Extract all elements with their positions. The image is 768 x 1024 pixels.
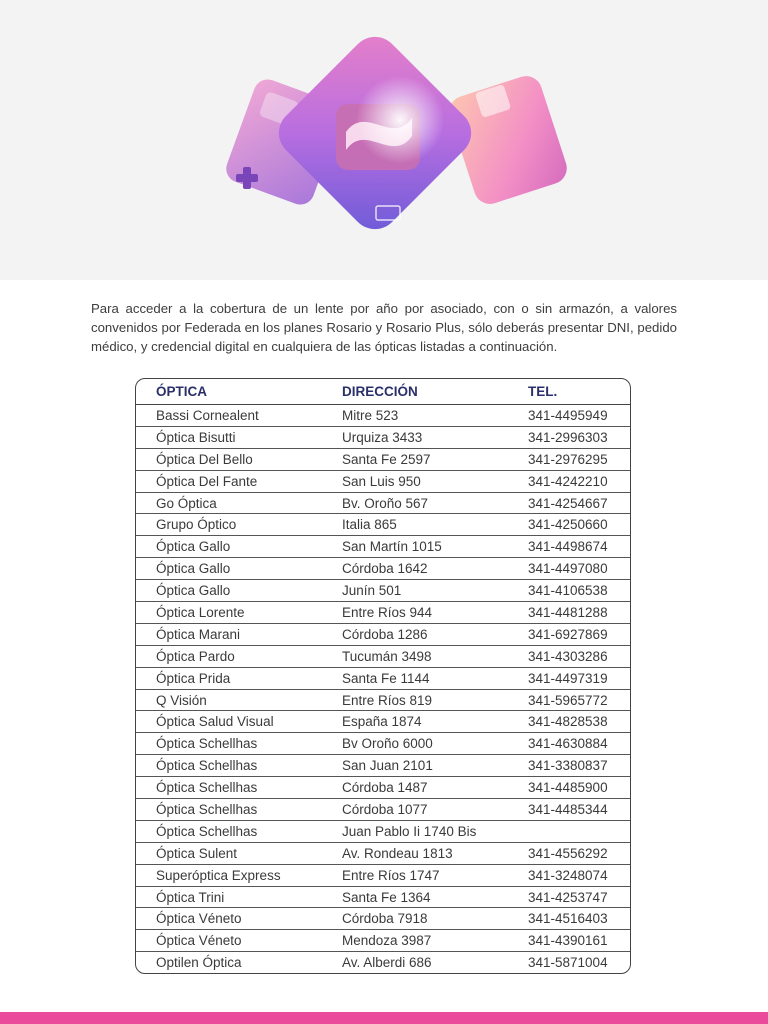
cell-optica: Óptica Gallo xyxy=(136,580,322,602)
cell-direccion: San Martín 1015 xyxy=(322,536,508,558)
table-row xyxy=(136,711,631,733)
cell-optica: Óptica Schellhas xyxy=(136,820,322,842)
cell-optica: Óptica Schellhas xyxy=(136,799,322,821)
table-row xyxy=(136,405,631,427)
cell-tel: 341-4481288 xyxy=(508,602,631,624)
cell-tel: 341-3248074 xyxy=(508,864,631,886)
cell-optica: Óptica Pardo xyxy=(136,645,322,667)
table-row xyxy=(136,667,631,689)
cell-direccion: Santa Fe 1364 xyxy=(322,886,508,908)
cell-optica: Bassi Cornealent xyxy=(136,405,322,427)
cell-optica: Grupo Óptico xyxy=(136,514,322,536)
cell-tel: 341-4303286 xyxy=(508,645,631,667)
cell-optica: Óptica Gallo xyxy=(136,558,322,580)
table-row xyxy=(136,733,631,755)
cell-tel: 341-4242210 xyxy=(508,470,631,492)
cell-tel: 341-2996303 xyxy=(508,426,631,448)
cell-direccion: Entre Ríos 944 xyxy=(322,602,508,624)
cell-tel: 341-3380837 xyxy=(508,755,631,777)
cell-optica: Óptica Bisutti xyxy=(136,426,322,448)
cell-tel: 341-2976295 xyxy=(508,448,631,470)
cell-optica: Óptica Prida xyxy=(136,667,322,689)
cell-tel: 341-6927869 xyxy=(508,623,631,645)
cell-optica: Óptica Del Fante xyxy=(136,470,322,492)
cell-tel: 341-4828538 xyxy=(508,711,631,733)
cell-optica: Óptica Véneto xyxy=(136,908,322,930)
cell-direccion: Bv. Oroño 567 xyxy=(322,492,508,514)
cell-direccion: Bv Oroño 6000 xyxy=(322,733,508,755)
cell-tel: 341-4497080 xyxy=(508,558,631,580)
table-row xyxy=(136,952,631,973)
table-row xyxy=(136,864,631,886)
opticas-table-container xyxy=(135,378,631,974)
table-row xyxy=(136,514,631,536)
cell-direccion: Av. Rondeau 1813 xyxy=(322,842,508,864)
cell-tel: 341-4485344 xyxy=(508,799,631,821)
cell-tel: 341-5871004 xyxy=(528,955,608,971)
cell-direccion: Mitre 523 xyxy=(322,405,508,427)
cell-tel: 341-5965772 xyxy=(508,689,631,711)
cell-optica: Óptica Gallo xyxy=(136,536,322,558)
cell-direccion: Santa Fe 2597 xyxy=(322,448,508,470)
table-row xyxy=(136,470,631,492)
cell-optica: Óptica Del Bello xyxy=(136,448,322,470)
cell-direccion: San Luis 950 xyxy=(322,470,508,492)
header-direccion: DIRECCIÓN xyxy=(322,379,508,405)
cell-direccion: Entre Ríos 1747 xyxy=(322,864,508,886)
glow-highlight xyxy=(356,76,444,164)
cell-optica: Go Óptica xyxy=(136,492,322,514)
cell-optica: Óptica Marani xyxy=(136,623,322,645)
cell-optica: Óptica Schellhas xyxy=(136,777,322,799)
table-row xyxy=(136,448,631,470)
cell-tel: 341-4254667 xyxy=(508,492,631,514)
table-row xyxy=(136,492,631,514)
opticas-table xyxy=(136,379,631,973)
cell-tel: 341-4556292 xyxy=(508,842,631,864)
cell-tel: 341-4485900 xyxy=(508,777,631,799)
table-row xyxy=(136,930,631,952)
cell-direccion: Santa Fe 1144 xyxy=(322,667,508,689)
table-row xyxy=(136,602,631,624)
table-row xyxy=(136,820,631,842)
table-row xyxy=(136,755,631,777)
table-row xyxy=(136,426,631,448)
table-row xyxy=(136,842,631,864)
cell-direccion: Córdoba 1487 xyxy=(322,777,508,799)
hero-banner xyxy=(0,0,768,280)
table-row xyxy=(136,777,631,799)
cell-optica: Óptica Sulent xyxy=(136,842,322,864)
cell-optica: Superóptica Express xyxy=(136,864,322,886)
cell-tel: 341-4516403 xyxy=(508,908,631,930)
cell-direccion: Av. Alberdi 686 xyxy=(342,955,432,971)
cell-tel: 341-4250660 xyxy=(508,514,631,536)
cell-optica: Óptica Schellhas xyxy=(136,755,322,777)
table-row xyxy=(136,908,631,930)
cell-direccion: Entre Ríos 819 xyxy=(322,689,508,711)
table-row xyxy=(136,645,631,667)
cell-tel: 341-4497319 xyxy=(508,667,631,689)
cell-tel: 341-4630884 xyxy=(508,733,631,755)
cell-direccion: España 1874 xyxy=(322,711,508,733)
cell-direccion: Mendoza 3987 xyxy=(322,930,508,952)
cell-optica: Óptica Véneto xyxy=(136,930,322,952)
cell-tel xyxy=(508,820,631,842)
cell-optica: Óptica Lorente xyxy=(136,602,322,624)
cell-optica: Óptica Salud Visual xyxy=(136,711,322,733)
cell-tel: 341-4253747 xyxy=(508,886,631,908)
table-row xyxy=(136,799,631,821)
table-row xyxy=(136,558,631,580)
cell-direccion: Urquiza 3433 xyxy=(322,426,508,448)
plus-icon-v xyxy=(243,167,251,189)
cell-direccion: Córdoba 1077 xyxy=(322,799,508,821)
table-row xyxy=(136,623,631,645)
cell-tel: 341-4498674 xyxy=(508,536,631,558)
header-optica: ÓPTICA xyxy=(136,379,322,405)
cell-direccion: Italia 865 xyxy=(322,514,508,536)
cell-direccion: Junín 501 xyxy=(322,580,508,602)
cell-optica: Q Visión xyxy=(136,689,322,711)
table-row xyxy=(136,689,631,711)
cell-direccion: Córdoba 7918 xyxy=(322,908,508,930)
hero-illustration xyxy=(0,0,768,280)
cell-tel: 341-4106538 xyxy=(508,580,631,602)
table-row xyxy=(136,886,631,908)
header-tel: TEL. xyxy=(508,379,631,405)
cell-optica: Óptica Trini xyxy=(136,886,322,908)
cell-optica: Óptica Schellhas xyxy=(136,733,322,755)
table-row xyxy=(136,536,631,558)
cell-direccion: Tucumán 3498 xyxy=(322,645,508,667)
cell-direccion: Córdoba 1642 xyxy=(322,558,508,580)
table-row xyxy=(136,580,631,602)
table-header-row xyxy=(136,379,631,405)
cell-optica: Optilen Óptica xyxy=(156,955,242,971)
bottom-accent-bar xyxy=(0,1012,768,1024)
cell-tel: 341-4495949 xyxy=(508,405,631,427)
intro-paragraph: Para acceder a la cobertura de un lente por año por asociado, con o sin armazón, a valores convenidos por Federada en los planes Rosario y Rosario Plus, sólo deberás presentar DNI, pedido médico, y credencial digital en cualquiera de las ópticas listadas a continuación. xyxy=(91,301,677,354)
cell-tel: 341-4390161 xyxy=(508,930,631,952)
cell-direccion: Córdoba 1286 xyxy=(322,623,508,645)
cell-direccion: San Juan 2101 xyxy=(322,755,508,777)
cell-direccion: Juan Pablo Ii 1740 Bis xyxy=(322,820,508,842)
